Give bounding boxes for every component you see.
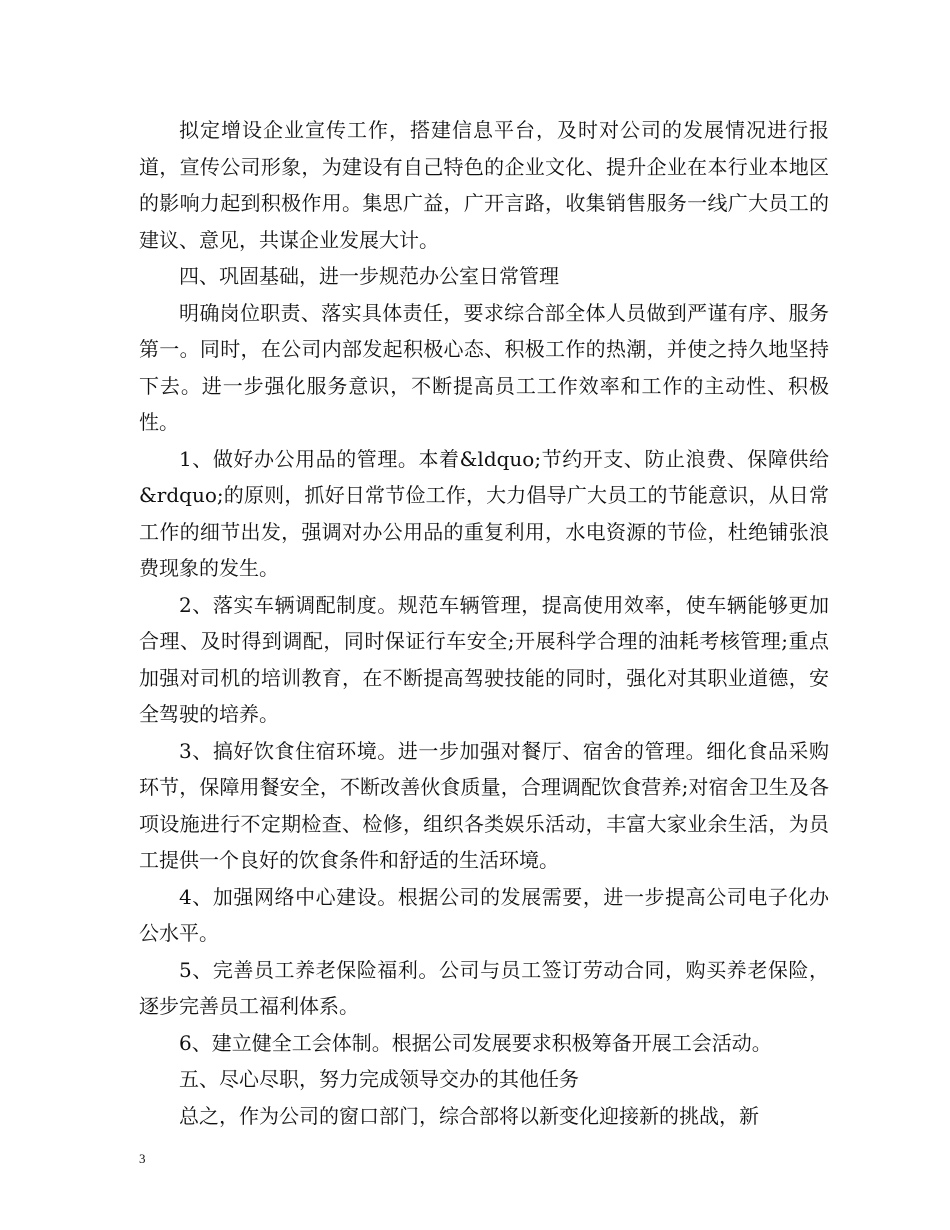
paragraph-labor-union: 6、建立健全工会体制。根据公司发展要求积极筹备开展工会活动。: [179, 1030, 772, 1055]
paragraph-responsibilities: 明确岗位职责、落实具体责任，要求综合部全体人员做到严谨有序、服务第一。同时，在公司内部发起积极心态、积极工作的热潮，并使之持久地坚持下去。进一步强化服务意识，不断提高员工工作效率和工作的主动性、积极性。: [139, 300, 829, 434]
document-body: [139, 112, 829, 1134]
paragraph-office-supplies: 1、做好办公用品的管理。本着&ldquo;节约开支、防止浪费、保障供给&rdquo;的原则，抓好日常节俭工作，大力倡导广大员工的节能意识，从日常工作的细节出发，强调对办公用品的重复利用，水电资源的节俭，杜绝铺张浪费现象的发生。: [139, 446, 829, 580]
section-heading-five: 五、尽心尽职，努力完成领导交办的其他任务: [179, 1067, 579, 1091]
paragraph-publicity: 拟定增设企业宣传工作，搭建信息平台，及时对公司的发展情况进行报道，宣传公司形象，为建设有自己特色的企业文化、提升企业在本行业本地区的影响力起到积极作用。集思广益，广开言路，收集销售服务一线广大员工的建议、意见，共谋企业发展大计。: [139, 118, 829, 252]
paragraph-network-center: 4、加强网络中心建设。根据公司的发展需要，进一步提高公司电子化办公水平。: [139, 884, 829, 945]
paragraph-summary: 总之，作为公司的窗口部门，综合部将以新变化迎接新的挑战，新: [179, 1103, 759, 1128]
paragraph-vehicle-management: 2、落实车辆调配制度。规范车辆管理，提高使用效率，使车辆能够更加合理、及时得到调配，同时保证行车安全;开展科学合理的油耗考核管理;重点加强对司机的培训教育，在不断提高驾驶技能的同时，强化对其职业道德，安全驾驶的培养。: [139, 592, 829, 726]
paragraph-pension-insurance: 5、完善员工养老保险福利。公司与员工签订劳动合同，购买养老保险，逐步完善员工福利体系。: [139, 957, 829, 1018]
page-number: 3: [139, 1151, 146, 1166]
section-heading-four: 四、巩固基础，进一步规范办公室日常管理: [179, 264, 559, 288]
paragraph-dining-housing: 3、搞好饮食住宿环境。进一步加强对餐厅、宿舍的管理。细化食品采购环节，保障用餐安全，不断改善伙食质量，合理调配饮食营养;对宿舍卫生及各项设施进行不定期检查、检修，组织各类娱乐活动，丰富大家业余生活，为员工提供一个良好的饮食条件和舒适的生活环境。: [139, 738, 829, 872]
